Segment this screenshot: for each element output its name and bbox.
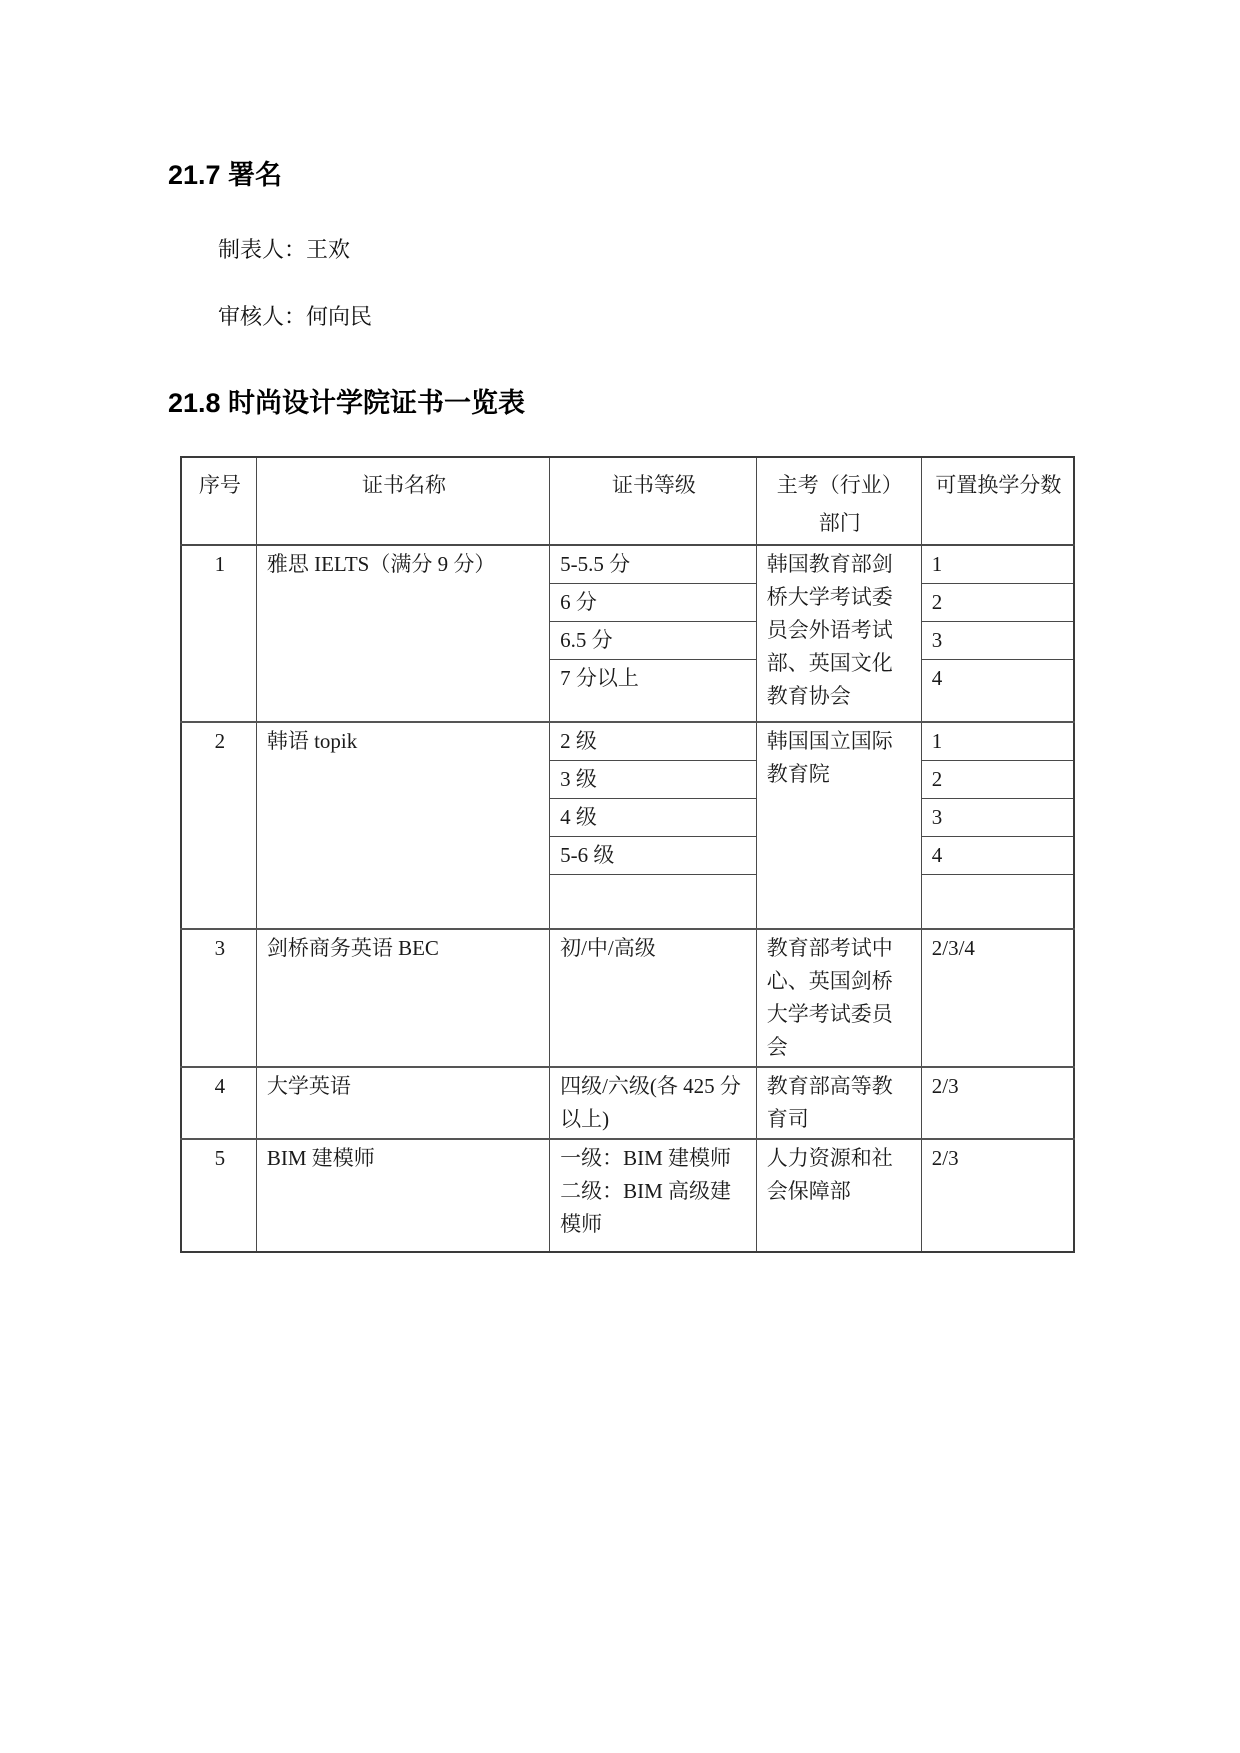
header-department-line2: 部门 bbox=[818, 511, 861, 535]
cell-certificate-name: 大学英语 bbox=[256, 1067, 549, 1139]
cell-credits: 1 bbox=[921, 722, 1074, 761]
cell-index: 3 bbox=[181, 929, 256, 1067]
cell-index: 2 bbox=[181, 722, 256, 930]
header-department-line1: 主考（行业） bbox=[776, 473, 903, 497]
cell-certificate-name: 雅思 IELTS（满分 9 分） bbox=[256, 545, 549, 722]
cell-department: 教育部高等教育司 bbox=[756, 1067, 921, 1139]
cell-certificate-name: BIM 建模师 bbox=[256, 1139, 549, 1252]
table-row-bim bbox=[181, 1139, 1074, 1252]
section-heading-certificates: 21.8 时尚设计学院证书一览表 bbox=[168, 388, 526, 418]
cell-credits bbox=[921, 874, 1074, 929]
cell-index: 4 bbox=[181, 1067, 256, 1139]
cell-level: 2 级 bbox=[550, 722, 757, 761]
cell-credits: 4 bbox=[921, 836, 1074, 874]
cell-certificate-name: 剑桥商务英语 BEC bbox=[256, 929, 549, 1067]
header-index: 序号 bbox=[181, 457, 256, 545]
certificates-table bbox=[180, 456, 1075, 1253]
cell-department: 韩国教育部剑桥大学考试委员会外语考试部、英国文化教育协会 bbox=[756, 545, 921, 722]
cell-level: 6.5 分 bbox=[550, 622, 757, 660]
cell-level: 7 分以上 bbox=[550, 660, 757, 722]
cell-credits: 2/3/4 bbox=[921, 929, 1074, 1067]
cell-credits: 3 bbox=[921, 622, 1074, 660]
cell-level: 6 分 bbox=[550, 584, 757, 622]
cell-level: 初/中/高级 bbox=[550, 929, 757, 1067]
cell-level: 4 级 bbox=[550, 798, 757, 836]
table-row-bec bbox=[181, 929, 1074, 1067]
section-heading-signature: 21.7 署名 bbox=[168, 160, 283, 190]
header-credits: 可置换学分数 bbox=[921, 457, 1074, 545]
cell-level-line1: 一级：BIM 建模师 bbox=[560, 1146, 732, 1170]
cell-level-line2: 二级：BIM 高级建模师 bbox=[560, 1179, 732, 1236]
cell-credits: 2 bbox=[921, 584, 1074, 622]
cell-index: 1 bbox=[181, 545, 256, 722]
cell-credits: 2/3 bbox=[921, 1067, 1074, 1139]
cell-level: 3 级 bbox=[550, 760, 757, 798]
signature-reviewer: 审核人：何向民 bbox=[218, 304, 373, 329]
cell-level: 5-6 级 bbox=[550, 836, 757, 874]
header-level: 证书等级 bbox=[550, 457, 757, 545]
cell-department: 韩国国立国际教育院 bbox=[756, 722, 921, 930]
cell-certificate-name: 韩语 topik bbox=[256, 722, 549, 930]
table-row-topik bbox=[181, 722, 1074, 761]
cell-level: 5-5.5 分 bbox=[550, 545, 757, 584]
header-certificate-name: 证书名称 bbox=[256, 457, 549, 545]
cell-credits: 3 bbox=[921, 798, 1074, 836]
cell-level: 四级/六级(各 425 分以上) bbox=[550, 1067, 757, 1139]
cell-level bbox=[550, 1139, 757, 1252]
cell-department: 教育部考试中心、英国剑桥大学考试委员会 bbox=[756, 929, 921, 1067]
cell-credits: 2/3 bbox=[921, 1139, 1074, 1252]
cell-index: 5 bbox=[181, 1139, 256, 1252]
header-department bbox=[756, 457, 921, 545]
cell-credits: 1 bbox=[921, 545, 1074, 584]
cell-level bbox=[550, 874, 757, 929]
cell-credits: 2 bbox=[921, 760, 1074, 798]
cell-department: 人力资源和社会保障部 bbox=[756, 1139, 921, 1252]
cell-credits: 4 bbox=[921, 660, 1074, 722]
table-row-ielts bbox=[181, 545, 1074, 584]
table-header-row bbox=[181, 457, 1074, 545]
table-row-cet bbox=[181, 1067, 1074, 1139]
signature-creator: 制表人：王欢 bbox=[218, 237, 351, 262]
